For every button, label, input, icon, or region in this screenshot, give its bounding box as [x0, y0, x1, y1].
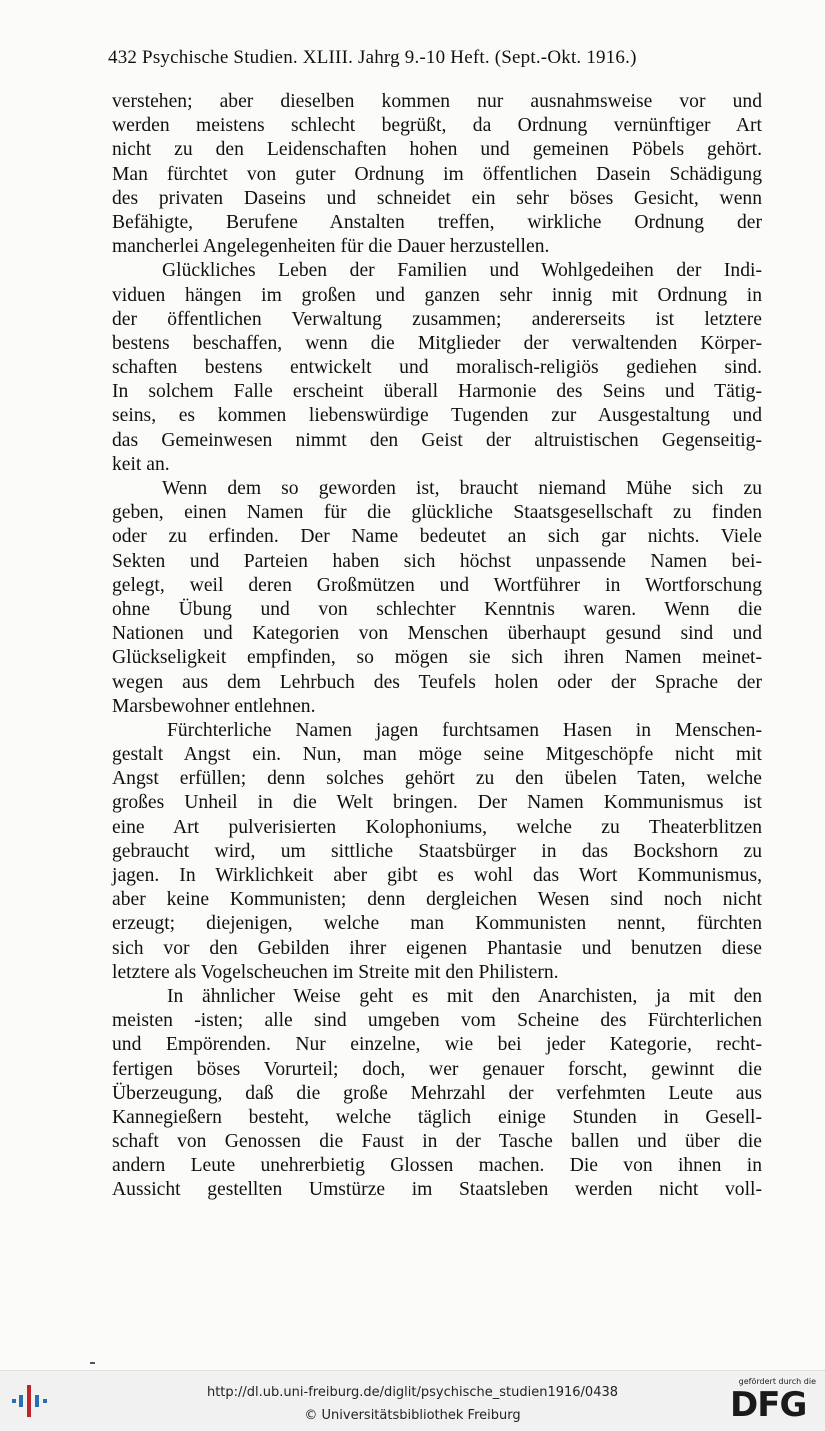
- text-line: gebraucht wird, um sittliche Staatsbürger in das Bockshorn zu: [112, 840, 762, 862]
- viewer-footer: [0, 1370, 825, 1431]
- text-line: Sekten und Parteien haben sich höchst unpassende Namen bei-: [112, 550, 762, 572]
- paragraph-start: Fürchterliche Namen jagen furchtsamen Hasen in Menschen-: [167, 719, 762, 741]
- copyright-notice: © Universitätsbibliothek Freiburg: [304, 1408, 521, 1423]
- paragraph-start: Glückliches Leben der Familien und Wohlgedeihen der Indi-: [162, 260, 762, 282]
- text-line: Man fürchtet von guter Ordnung im öffentlichen Dasein Schädigung: [112, 163, 762, 185]
- dfg-wordmark: DFG: [730, 1385, 807, 1425]
- text-line: letztere als Vogelscheuchen im Streite mit den Philistern.: [112, 961, 559, 983]
- body-text: [112, 90, 762, 1203]
- text-line: eine Art pulverisierten Kolophoniums, welche zu Theaterblitzen: [112, 816, 762, 838]
- text-line: fertigen böses Vorurteil; doch, wer genauer forscht, gewinnt die: [112, 1058, 762, 1080]
- text-line: Nationen und Kategorien von Menschen überhaupt gesund sind und: [112, 623, 762, 645]
- text-line: Überzeugung, daß die große Mehrzahl der verfehmten Leute aus: [112, 1082, 762, 1104]
- text-line: und Empörenden. Nur einzelne, wie bei jeder Kategorie, recht-: [112, 1034, 762, 1056]
- text-line: wegen aus dem Lehrbuch des Teufels holen oder der Sprache der: [112, 671, 762, 693]
- text-line: jagen. In Wirklichkeit aber gibt es wohl das Wort Kommunismus,: [112, 865, 762, 886]
- text-line: erzeugt; diejenigen, welche man Kommunisten nennt, fürchten: [112, 913, 762, 935]
- text-line: aber keine Kommunisten; denn dergleichen Wesen sind noch nicht: [112, 889, 762, 911]
- scan-artifact: [90, 1362, 95, 1364]
- text-line: gelegt, weil deren Großmützen und Wortführer in Wortforschung: [112, 574, 762, 596]
- text-line: keit an.: [112, 453, 170, 475]
- text-line: meisten -isten; alle sind umgeben vom Scheine des Fürchterlichen: [112, 1010, 762, 1032]
- text-line: bestens beschaffen, wenn die Mitglieder der verwaltenden Körper-: [112, 332, 762, 354]
- text-line: verstehen; aber dieselben kommen nur ausnahmsweise vor und: [112, 91, 762, 112]
- text-line: des privaten Daseins und schneidet ein sehr böses Gesicht, wenn: [112, 187, 762, 209]
- text-line: das Gemeinwesen nimmt den Geist der altruistischen Gegenseitig-: [112, 429, 762, 451]
- text-line: viduen hängen im großen und ganzen sehr innig mit Ordnung in: [112, 284, 762, 306]
- text-line: seins, es kommen liebenswürdige Tugenden zur Ausgestaltung und: [112, 405, 762, 427]
- dfg-caption: gefördert durch die: [738, 1377, 816, 1386]
- text-line: Befähigte, Berufene Anstalten treffen, wirkliche Ordnung der: [112, 211, 762, 233]
- document-url-link[interactable]: http://dl.ub.uni-freiburg.de/diglit/psychische_studien1916/0438: [206, 1385, 619, 1400]
- text-line: Aussicht gestellten Umstürze im Staatsleben werden nicht voll-: [112, 1179, 762, 1201]
- dfg-logo: [728, 1377, 816, 1427]
- text-line: mancherlei Angelegenheiten für die Dauer herzustellen.: [112, 236, 550, 258]
- paragraph-start: In ähnlicher Weise geht es mit den Anarchisten, ja mit den: [167, 985, 762, 1007]
- text-line: nicht zu den Leidenschaften hohen und gemeinen Pöbels gehört.: [112, 139, 762, 161]
- text-line: In solchem Falle erscheint überall Harmonie des Seins und Tätig-: [112, 381, 762, 403]
- text-line: Kannegießern besteht, welche täglich einige Stunden in Gesell-: [112, 1106, 762, 1128]
- paragraph-start: Wenn dem so geworden ist, braucht niemand Mühe sich zu: [162, 478, 762, 499]
- text-line: großes Unheil in die Welt bringen. Der Namen Kommunismus ist: [112, 792, 762, 814]
- text-line: oder zu erfinden. Der Name bedeutet an sich gar nichts. Viele: [112, 526, 762, 548]
- text-line: ohne Übung und von schlechter Kenntnis waren. Wenn die: [112, 598, 762, 620]
- text-line: sich vor den Gebilden ihrer eigenen Phantasie und benutzen diese: [112, 937, 762, 959]
- text-line: werden meistens schlecht begrüßt, da Ordnung vernünftiger Art: [112, 115, 762, 137]
- text-line: Marsbewohner entlehnen.: [112, 695, 316, 717]
- text-line: Glückseligkeit empfinden, so mögen sie sich ihren Namen meinet-: [112, 647, 762, 669]
- text-line: Angst erfüllen; denn solches gehört zu den übelen Taten, welche: [112, 768, 762, 790]
- text-line: schaft von Genossen die Faust in der Tasche ballen und über die: [112, 1131, 762, 1153]
- text-line: geben, einen Namen für die glückliche Staatsgesellschaft zu finden: [112, 502, 762, 524]
- text-line: gestalt Angst ein. Nun, man möge seine Mitgeschöpfe nicht mit: [112, 744, 762, 766]
- running-head: 432 Psychische Studien. XLIII. Jahrg 9.-10 Heft. (Sept.-Okt. 1916.): [108, 47, 637, 68]
- text-line: der öffentlichen Verwaltung zusammen; andererseits ist letztere: [112, 308, 762, 330]
- text-line: schaften bestens entwickelt und moralisch-religiös gediehen sind.: [112, 357, 762, 379]
- text-line: andern Leute unehrerbietig Glossen machen. Die von ihnen in: [112, 1155, 762, 1177]
